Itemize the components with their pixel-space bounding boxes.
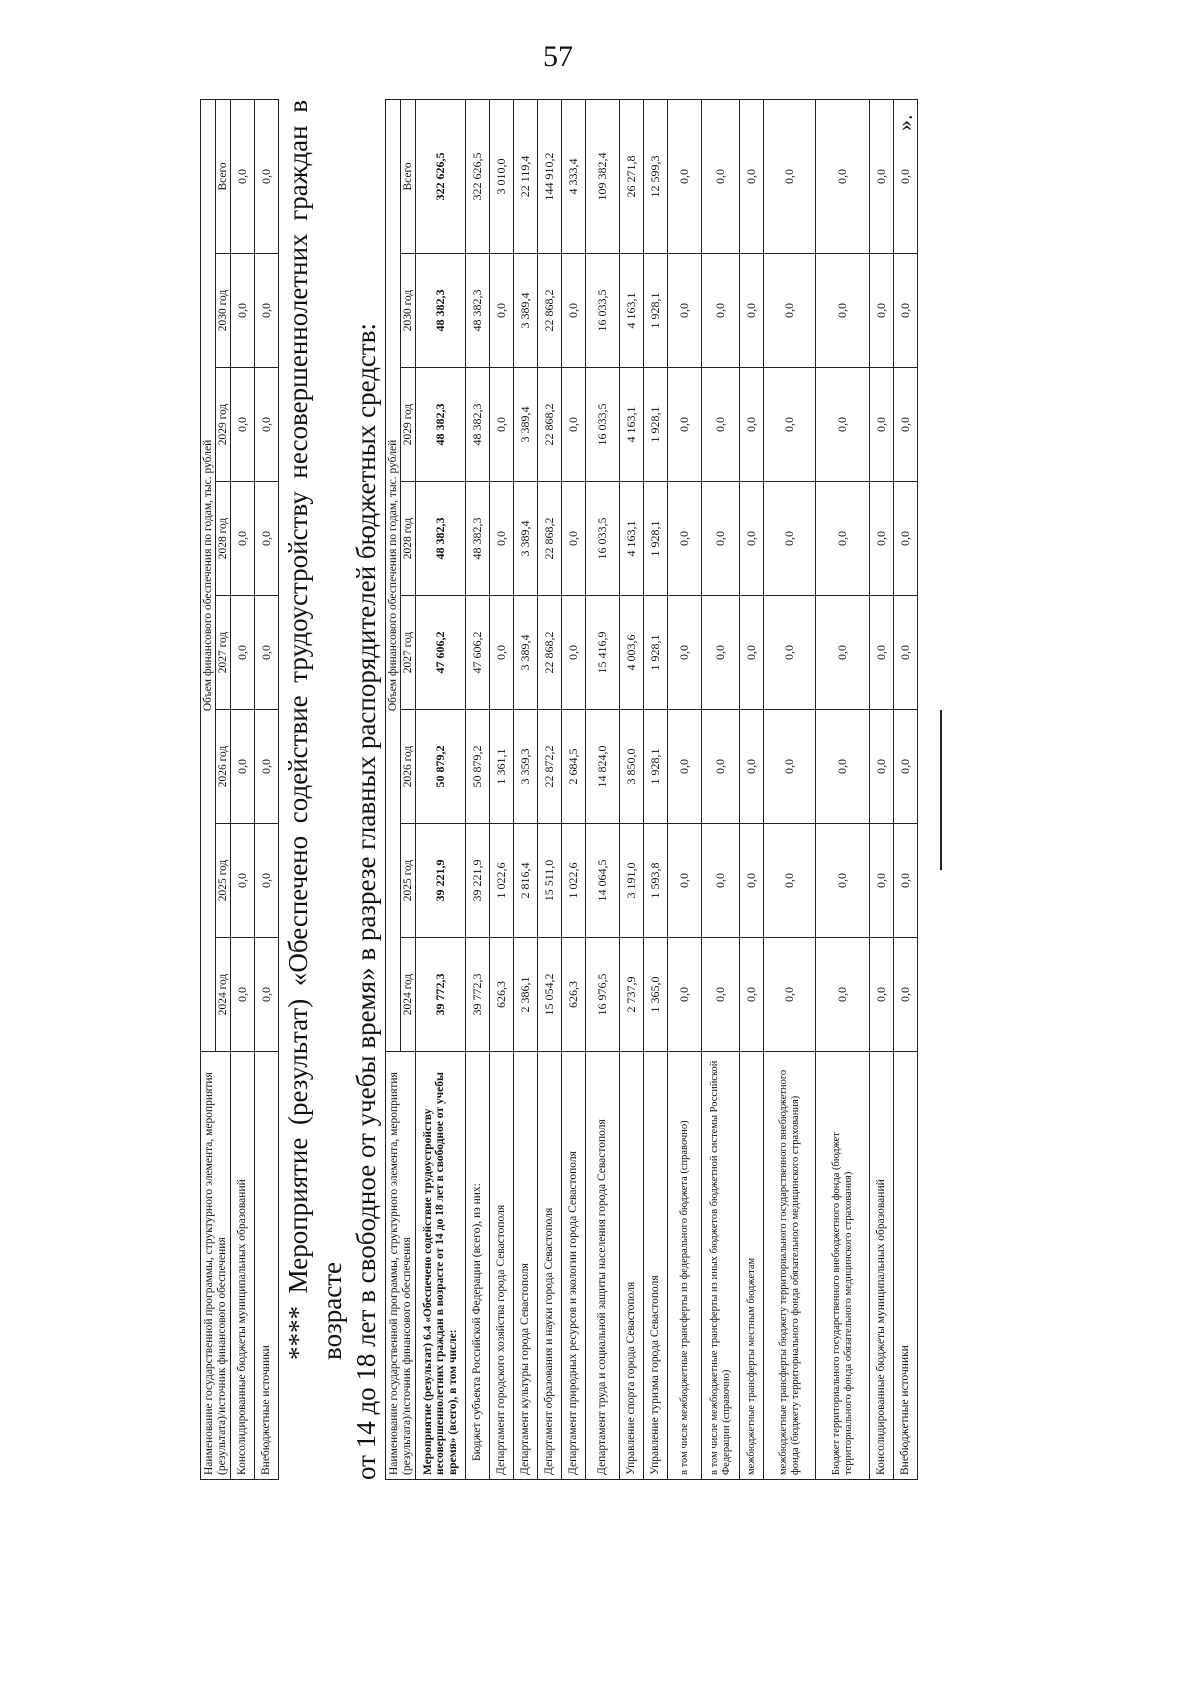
row-label: Департамент культуры города Севастополя [514,1052,538,1480]
funding-table-by-administrators [385,99,918,1480]
value-cell: 1 365,0 [644,938,668,1052]
value-cell: 4 003,6 [620,596,644,710]
value-cell: 48 382,3 [466,482,490,596]
value-cell: 0,0 [816,824,870,938]
value-cell: 0,0 [894,368,918,482]
value-cell: 3 389,4 [514,254,538,368]
row-label: межбюджетные трансферты местным бюджетам [740,1052,764,1480]
row-label: в том числе межбюджетные трансферты из федерального бюджета (справочно) [668,1052,702,1480]
value-cell: 39 772,3 [416,938,466,1052]
value-cell: 0,0 [231,482,255,596]
value-cell: 4 333,4 [562,99,586,253]
value-cell: 3 010,0 [490,99,514,253]
value-cell: 2 816,4 [514,824,538,938]
value-cell: 1 928,1 [644,710,668,824]
value-cell: 3 191,0 [620,824,644,938]
table-row [538,99,562,1479]
value-cell: 1 928,1 [644,368,668,482]
table-row [702,99,740,1479]
table1-year-header: 2026 год [216,710,231,824]
table1-year-header: 2030 год [216,254,231,368]
value-cell: 0,0 [255,482,279,596]
table-row [466,99,490,1479]
value-cell: 48 382,3 [466,368,490,482]
value-cell: 0,0 [255,99,279,253]
value-cell: 0,0 [668,824,702,938]
table1-year-header: 2027 год [216,596,231,710]
value-cell: 0,0 [894,710,918,824]
table-row [514,99,538,1479]
value-cell: 1 022,6 [490,824,514,938]
value-cell: 0,0 [231,596,255,710]
value-cell: 39 221,9 [466,824,490,938]
table-row [490,99,514,1479]
funding-table-continued [200,99,279,1480]
table1-header-volume: Объем финансового обеспечения по годам, тыс. рублей [201,99,216,1051]
table-row [764,99,816,1479]
table-row [668,99,702,1479]
rotated-content [200,100,980,1480]
table-row [255,99,279,1479]
value-cell: 0,0 [702,596,740,710]
value-cell: 0,0 [870,99,894,253]
value-cell: 0,0 [894,99,918,253]
value-cell: 3 389,4 [514,596,538,710]
value-cell: 16 976,5 [586,938,620,1052]
page-number: 57 [543,40,573,73]
value-cell: 1 022,6 [562,824,586,938]
value-cell: 0,0 [764,254,816,368]
table-row [231,99,255,1479]
value-cell: 3 389,4 [514,482,538,596]
value-cell: 48 382,3 [416,254,466,368]
value-cell: 0,0 [702,368,740,482]
row-label: Мероприятие (результат) 6.4 «Обеспечено содействие трудоустройству несовершеннолетних граждан в возрасте от 14 до 18 лет в свободное от учебы время» (всего), в том числе: [416,1052,466,1480]
table1-year-header: 2024 год [216,938,231,1052]
table2-year-header: 2029 год [401,368,416,482]
value-cell: 22 119,4 [514,99,538,253]
value-cell: 48 382,3 [466,254,490,368]
row-label: Консолидированные бюджеты муниципальных образований [870,1052,894,1480]
value-cell: 0,0 [870,710,894,824]
value-cell: 0,0 [231,938,255,1052]
value-cell: 0,0 [764,824,816,938]
value-cell: 0,0 [764,482,816,596]
value-cell: 0,0 [702,254,740,368]
value-cell: 0,0 [490,368,514,482]
row-label: Департамент образования и науки города Севастополя [538,1052,562,1480]
value-cell: 0,0 [255,938,279,1052]
value-cell: 0,0 [894,254,918,368]
value-cell: 48 382,3 [416,482,466,596]
table2-year-header: 2025 год [401,824,416,938]
value-cell: 0,0 [764,938,816,1052]
value-cell: 4 163,1 [620,482,644,596]
row-label: Департамент городского хозяйства города Севастополя [490,1052,514,1480]
value-cell: 0,0 [668,938,702,1052]
table2-header-name: Наименование государственной программы, структурного элемента, мероприятия (результата)/источник финансового обеспечения [386,1052,416,1480]
value-cell: 0,0 [668,710,702,824]
value-cell: 0,0 [668,596,702,710]
section-heading-line1: **** Мероприятие (результат) «Обеспечено содействие трудоустройству несовершеннолетних граждан в возрасте [283,100,347,1360]
row-label: Консолидированные бюджеты муниципальных образований [231,1052,255,1480]
value-cell: 0,0 [702,710,740,824]
value-cell: 0,0 [562,254,586,368]
value-cell: 26 271,8 [620,99,644,253]
value-cell: 15 511,0 [538,824,562,938]
value-cell: 0,0 [894,824,918,938]
value-cell: 0,0 [740,482,764,596]
value-cell: 0,0 [702,482,740,596]
value-cell: 0,0 [562,368,586,482]
value-cell: 39 221,9 [416,824,466,938]
value-cell: 14 064,5 [586,824,620,938]
value-cell: 3 389,4 [514,368,538,482]
value-cell: 4 163,1 [620,368,644,482]
value-cell: 12 599,3 [644,99,668,253]
value-cell: 0,0 [740,710,764,824]
value-cell: 0,0 [231,824,255,938]
value-cell: 0,0 [870,368,894,482]
value-cell: 22 868,2 [538,368,562,482]
table1-year-header: 2028 год [216,482,231,596]
value-cell: 3 359,3 [514,710,538,824]
table2-year-header: 2028 год [401,482,416,596]
value-cell: 0,0 [764,99,816,253]
row-label: межбюджетные трансферты бюджету территориального государственного внебюджетного фонда (бюджету территориального фонда обязательного медицинского страхования) [764,1052,816,1480]
value-cell: 0,0 [816,596,870,710]
table1-year-header: Всего [216,99,231,253]
table2-year-header: 2026 год [401,710,416,824]
value-cell: 48 382,3 [416,368,466,482]
closing-quote-text: ». [892,114,917,131]
value-cell: 0,0 [490,254,514,368]
value-cell: 0,0 [740,99,764,253]
value-cell: 0,0 [894,938,918,1052]
value-cell: 0,0 [490,596,514,710]
value-cell: 0,0 [668,482,702,596]
value-cell: 1 593,8 [644,824,668,938]
table-row [644,99,668,1479]
value-cell: 4 163,1 [620,254,644,368]
value-cell: 322 626,5 [416,99,466,253]
value-cell: 1 928,1 [644,482,668,596]
value-cell: 1 928,1 [644,254,668,368]
value-cell: 0,0 [740,938,764,1052]
table2-year-header: Всего [401,99,416,253]
value-cell: 0,0 [816,710,870,824]
value-cell: 0,0 [740,254,764,368]
value-cell: 47 606,2 [466,596,490,710]
value-cell: 16 033,5 [586,368,620,482]
value-cell: 0,0 [231,710,255,824]
section-heading [281,100,383,1480]
value-cell: 2 386,1 [514,938,538,1052]
value-cell: 47 606,2 [416,596,466,710]
value-cell: 0,0 [562,596,586,710]
value-cell: 50 879,2 [416,710,466,824]
row-label: Департамент труда и социальной защиты населения города Севастополя [586,1052,620,1480]
value-cell: 626,3 [490,938,514,1052]
row-label: Управление туризма города Севастополя [644,1052,668,1480]
row-label: Департамент природных ресурсов и экологии города Севастополя [562,1052,586,1480]
value-cell: 15 054,2 [538,938,562,1052]
value-cell: 0,0 [870,596,894,710]
value-cell: 0,0 [255,824,279,938]
value-cell: 0,0 [490,482,514,596]
value-cell: 1 928,1 [644,596,668,710]
row-label: Внебюджетные источники [894,1052,918,1480]
value-cell: 0,0 [740,368,764,482]
table-row [740,99,764,1479]
table-row [562,99,586,1479]
table2-header-volume: Объем финансового обеспечения по годам, тыс. рублей [386,99,401,1051]
value-cell: 0,0 [816,254,870,368]
value-cell: 0,0 [816,368,870,482]
value-cell: 0,0 [562,482,586,596]
value-cell: 0,0 [894,482,918,596]
value-cell: 0,0 [702,99,740,253]
value-cell: 16 033,5 [586,482,620,596]
row-label: Бюджет территориального государственного внебюджетного фонда (бюджет территориального фонда обязательного медицинского страхования) [816,1052,870,1480]
table1-header-name: Наименование государственной программы, структурного элемента, мероприятия (результата)/источник финансового обеспечения [201,1052,231,1480]
value-cell: 0,0 [255,596,279,710]
value-cell: 0,0 [870,824,894,938]
table2-year-header: 2027 год [401,596,416,710]
value-cell: 0,0 [231,99,255,253]
value-cell: 39 772,3 [466,938,490,1052]
value-cell: 0,0 [740,596,764,710]
value-cell: 0,0 [255,254,279,368]
table-row [816,99,870,1479]
value-cell: 0,0 [764,710,816,824]
table-row [586,99,620,1479]
value-cell: 2 684,5 [562,710,586,824]
table1-year-header: 2025 год [216,824,231,938]
row-label: Бюджет субъекта Российской Федерации (всего), из них: [466,1052,490,1480]
table2-year-header: 2024 год [401,938,416,1052]
value-cell: 15 416,9 [586,596,620,710]
value-cell: 0,0 [668,254,702,368]
value-cell: 16 033,5 [586,254,620,368]
value-cell: 0,0 [764,368,816,482]
value-cell: 0,0 [816,938,870,1052]
value-cell: 22 868,2 [538,482,562,596]
value-cell: 0,0 [668,368,702,482]
table2-year-header: 2030 год [401,254,416,368]
value-cell: 0,0 [231,254,255,368]
value-cell: 0,0 [702,938,740,1052]
value-cell: 0,0 [231,368,255,482]
value-cell: 22 868,2 [538,254,562,368]
section-heading-line2: от 14 до 18 лет в свободное от учебы время» в разрезе главных распорядителей бюджетных средств: [351,323,381,1480]
value-cell: 0,0 [668,99,702,253]
row-label: в том числе межбюджетные трансферты из иных бюджетов бюджетной системы Российской Федерации (справочно) [702,1052,740,1480]
table-row [620,99,644,1479]
value-cell: 626,3 [562,938,586,1052]
value-cell: 14 824,0 [586,710,620,824]
value-cell: 0,0 [870,254,894,368]
table-row [870,99,894,1479]
value-cell: 0,0 [870,938,894,1052]
value-cell: 0,0 [816,482,870,596]
table1-year-header: 2029 год [216,368,231,482]
value-cell: 0,0 [764,596,816,710]
value-cell: 0,0 [255,710,279,824]
value-cell: 0,0 [894,596,918,710]
value-cell: 0,0 [255,368,279,482]
value-cell: 0,0 [870,482,894,596]
value-cell: 0,0 [702,824,740,938]
value-cell: 3 850,0 [620,710,644,824]
value-cell: 2 737,9 [620,938,644,1052]
value-cell: 322 626,5 [466,99,490,253]
value-cell: 50 879,2 [466,710,490,824]
value-cell: 0,0 [740,824,764,938]
value-cell: 22 872,2 [538,710,562,824]
row-label: Внебюджетные источники [255,1052,279,1480]
value-cell: 22 868,2 [538,596,562,710]
value-cell: 0,0 [816,99,870,253]
value-cell: 1 361,1 [490,710,514,824]
table-row [894,99,918,1479]
value-cell: 144 910,2 [538,99,562,253]
row-label: Управление спорта города Севастополя [620,1052,644,1480]
value-cell: 109 382,4 [586,99,620,253]
table-row [416,99,466,1479]
